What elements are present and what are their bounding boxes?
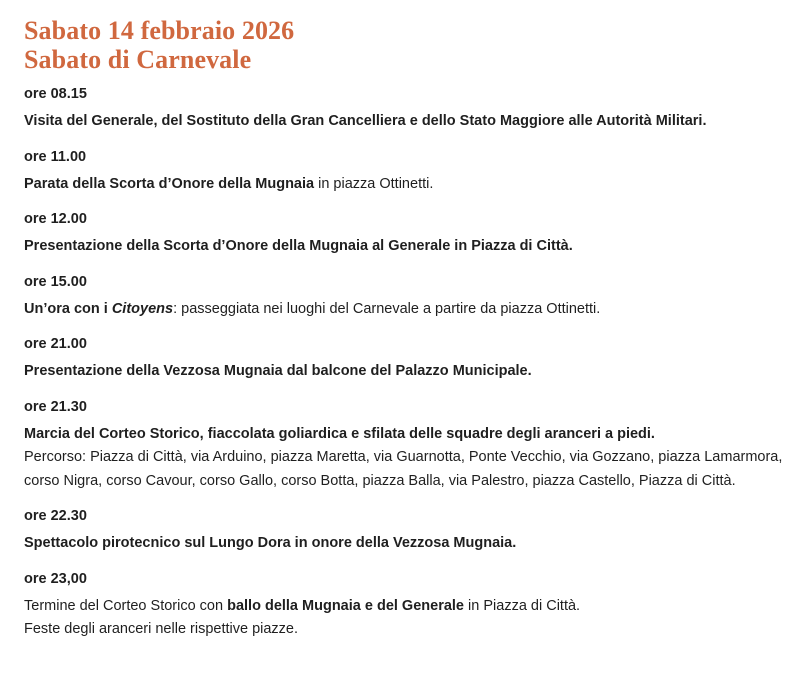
description-emphasis: ballo della Mugnaia e del Generale: [227, 597, 465, 614]
description-emphasis: Marcia del Corteo Storico, fiaccolata goliardica e sfilata delle squadre degli aranceri a piedi.: [24, 425, 655, 442]
description-text: in piazza Ottinetti.: [314, 175, 434, 192]
description-emphasis: Presentazione della Vezzosa Mugnaia dal balcone del Palazzo Municipale.: [24, 363, 532, 379]
description-text: Percorso: Piazza di Città, via Arduino, piazza Maretta, via Guarnotta, Ponte Vecchio, via Gozzano, piazza Lamarmora, corso Nigra, corso Cavour, corso Gallo, corso Botta, piazza Balla, via Palestro, piazza Castello, Piazza di Città.: [24, 449, 783, 489]
description-emphasis: Un’ora con i: [24, 300, 112, 317]
event-item: [24, 274, 800, 322]
event-description: [24, 618, 784, 642]
event-time: ore 21.30: [24, 398, 87, 415]
event-item: [24, 399, 800, 494]
event-description: [24, 446, 784, 493]
description-text: Termine del Corteo Storico con: [24, 597, 228, 614]
heading-title: Sabato di Carnevale: [24, 45, 252, 74]
event-item: [24, 571, 800, 642]
event-item: [24, 149, 800, 197]
event-list: [24, 86, 800, 642]
description-text: in Piazza di Città.: [464, 597, 581, 614]
event-description: [24, 235, 784, 259]
event-item: [24, 211, 800, 259]
page-heading: [24, 16, 800, 74]
event-item: [24, 86, 800, 134]
event-time: ore 12.00: [24, 211, 87, 227]
description-text: Feste degli aranceri nelle rispettive piazze.: [24, 621, 299, 637]
event-time: ore 23,00: [24, 570, 87, 587]
event-time: ore 11.00: [24, 148, 87, 165]
event-item: [24, 336, 800, 384]
event-description: [24, 532, 784, 556]
event-description: [24, 110, 784, 134]
event-description: [24, 423, 784, 447]
event-time: ore 22.30: [24, 508, 87, 524]
event-description: [24, 298, 784, 322]
event-time: ore 08.15: [24, 86, 87, 102]
event-time: ore 21.00: [24, 336, 87, 352]
description-text: : passeggiata nei luoghi del Carnevale a partire da piazza Ottinetti.: [173, 300, 601, 317]
event-description: [24, 595, 784, 619]
description-emphasis: Visita del Generale, del Sostituto della Gran Cancelliera e dello Stato Maggiore alle Autorità Militari.: [24, 113, 707, 129]
description-emphasis: Presentazione della Scorta d’Onore della Mugnaia al Generale in Piazza di Città.: [24, 238, 573, 254]
event-item: [24, 508, 800, 556]
heading-date: Sabato 14 febbraio 2026: [24, 16, 295, 45]
event-time: ore 15.00: [24, 273, 87, 290]
event-description: [24, 360, 784, 384]
description-emphasis: Parata della Scorta d’Onore della Mugnaia: [24, 175, 315, 192]
description-emphasis: Spettacolo pirotecnico sul Lungo Dora in onore della Vezzosa Mugnaia.: [24, 535, 517, 551]
description-emphasis: Citoyens: [111, 300, 174, 317]
event-description: [24, 173, 784, 197]
